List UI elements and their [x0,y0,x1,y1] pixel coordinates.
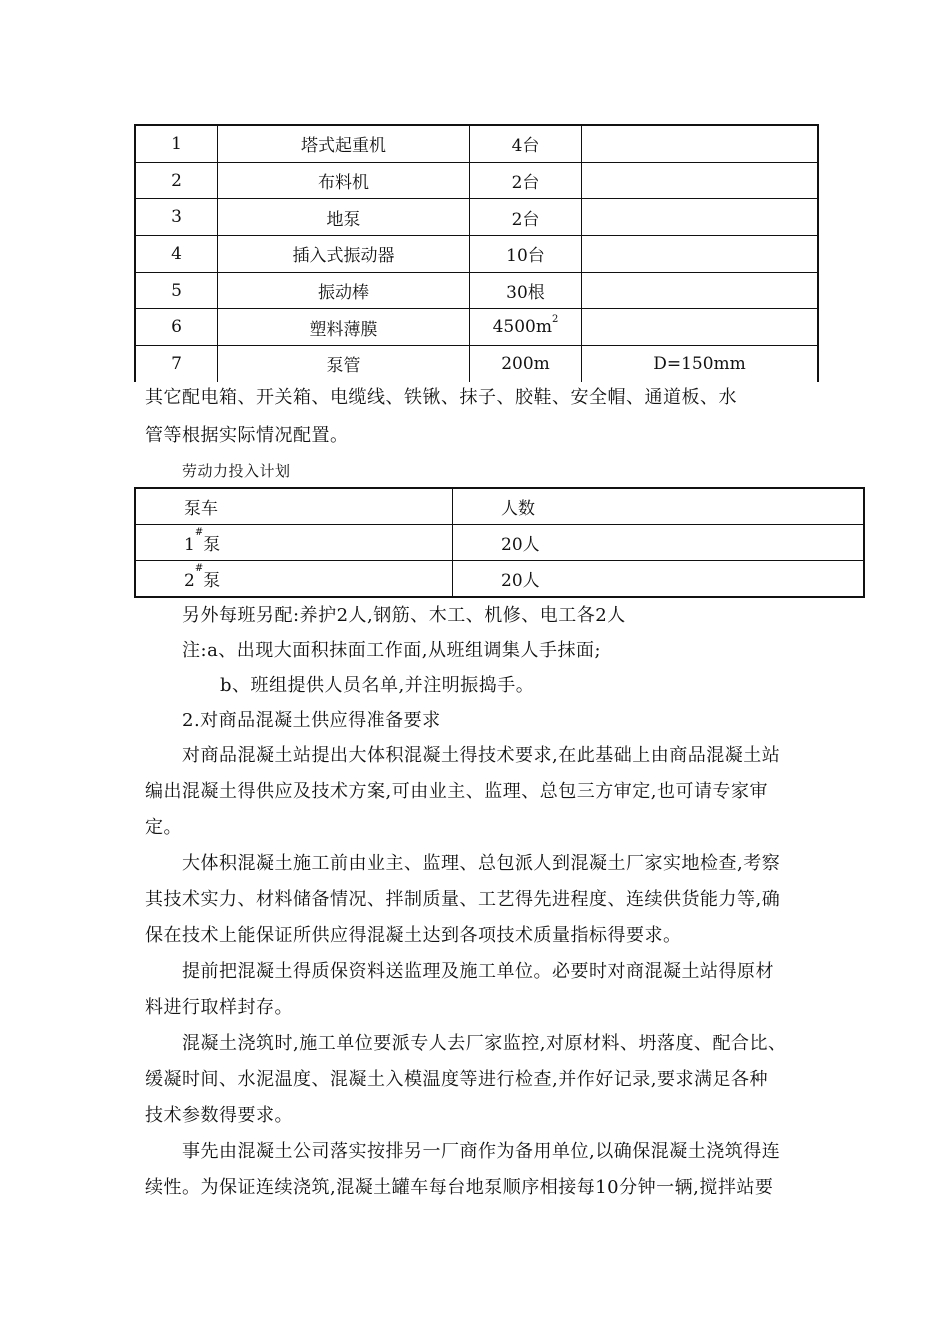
equip-note: D=150mm [582,346,819,382]
table-row [135,309,818,346]
labor-header-b: 人数 [453,488,865,525]
labor-table [134,487,865,598]
paragraph-line: 其它配电箱、开关箱、电缆线、铁锹、抹子、胶鞋、安全帽、通道板、水 [145,387,737,408]
pump-mark: # [194,527,204,538]
equip-qty: 10台 [470,236,582,273]
equip-no: 3 [135,199,218,236]
labor-count: 20人 [453,561,865,598]
table-row [135,488,864,525]
equip-note [582,162,819,199]
labor-count: 20人 [453,525,865,561]
equip-note [582,125,819,162]
paragraph-line: 缓凝时间、水泥温度、混凝土入模温度等进行检查,并作好记录,要求满足各种 [145,1069,768,1090]
equip-no: 2 [135,162,218,199]
equip-name: 塑料薄膜 [218,309,470,346]
paragraph-line: 大体积混凝土施工前由业主、监理、总包派人到混凝土厂家实地检查,考察 [182,853,781,874]
equipment-table [134,124,819,382]
equip-name: 振动棒 [218,272,470,309]
paragraph-line: 管等根据实际情况配置。 [145,425,349,446]
table-row [135,346,818,382]
note-a: 注:a、出现大面积抹面工作面,从班组调集人手抹面; [182,640,602,661]
paragraph-line: 续性。为保证连续浇筑,混凝土罐车每台地泵顺序相接每10分钟一辆,搅拌站要 [145,1177,774,1198]
pump-suffix: 泵 [203,571,221,591]
table-row [135,525,864,561]
equip-qty-value: 4500m [492,317,552,338]
paragraph-line: 混凝土浇筑时,施工单位要派专人去厂家监控,对原材料、坍落度、配合比、 [182,1033,787,1054]
table-row [135,199,818,236]
equip-no: 6 [135,309,218,346]
paragraph-line: 事先由混凝土公司落实按排另一厂商作为备用单位,以确保混凝土浇筑得连 [182,1141,781,1162]
pump-mark: # [194,563,204,574]
paragraph-line: 对商品混凝土站提出大体积混凝土得技术要求,在此基础上由商品混凝土站 [182,745,781,766]
equip-qty: 30根 [470,272,582,309]
equip-no: 4 [135,236,218,273]
labor-table-title: 劳动力投入计划 [182,462,291,480]
unit-superscript: 2 [552,314,559,326]
equip-note [582,309,819,346]
equip-qty [470,309,582,346]
equip-note [582,236,819,273]
table-row [135,236,818,273]
pump-suffix: 泵 [203,535,221,555]
table-row [135,162,818,199]
paragraph-line: 提前把混凝土得质保资料送监理及施工单位。必要时对商混凝土站得原材 [182,961,774,982]
note-b: b、班组提供人员名单,并注明振捣手。 [220,675,535,696]
pump-number: 1 [184,535,195,555]
equip-no: 1 [135,125,218,162]
equip-qty: 2台 [470,199,582,236]
labor-pump [135,525,453,561]
labor-header-a: 泵车 [135,488,453,525]
equip-note [582,199,819,236]
table-row [135,125,818,162]
equip-no: 5 [135,272,218,309]
table-row [135,561,864,598]
table-row [135,272,818,309]
paragraph-line: 定。 [145,817,182,838]
equip-note [582,272,819,309]
equip-qty: 2台 [470,162,582,199]
paragraph-line: 编出混凝土得供应及技术方案,可由业主、监理、总包三方审定,也可请专家审 [145,781,768,802]
paragraph-line: 料进行取样封存。 [145,997,293,1018]
equip-name: 布料机 [218,162,470,199]
pump-number: 2 [184,571,195,591]
paragraph-line: 技术参数得要求。 [145,1105,293,1126]
equip-name: 地泵 [218,199,470,236]
labor-pump [135,561,453,598]
section-heading: 2.对商品混凝土供应得准备要求 [182,710,441,731]
equip-qty: 200m [470,346,582,382]
equip-qty: 4台 [470,125,582,162]
equip-name: 插入式振动器 [218,236,470,273]
paragraph-line: 保在技术上能保证所供应得混凝土达到各项技术质量指标得要求。 [145,925,682,946]
paragraph-line: 其技术实力、材料储备情况、拌制质量、工艺得先进程度、连续供货能力等,确 [145,889,781,910]
equip-name: 泵管 [218,346,470,382]
paragraph-line: 另外每班另配:养护2人,钢筋、木工、机修、电工各2人 [182,605,626,626]
equip-no: 7 [135,346,218,382]
equip-name: 塔式起重机 [218,125,470,162]
